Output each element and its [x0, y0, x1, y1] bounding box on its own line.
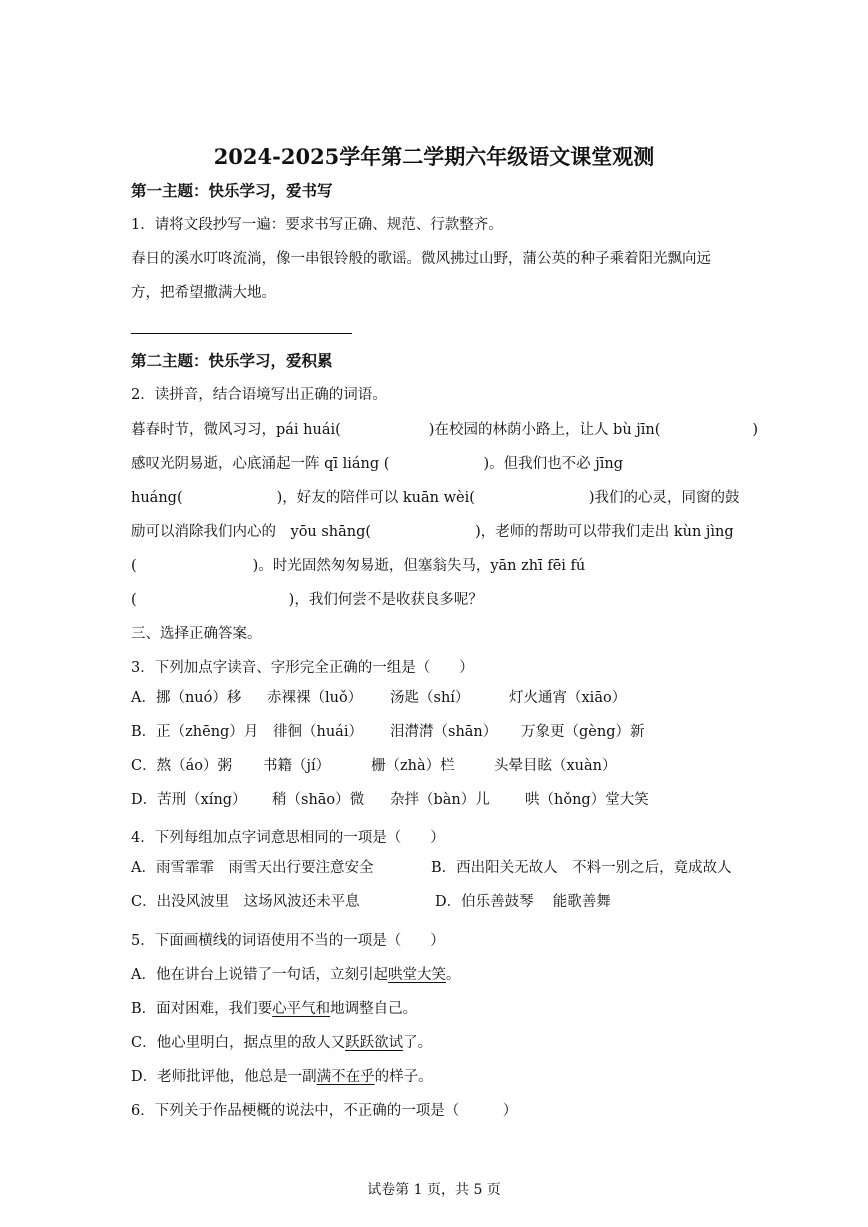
q2-text: ( — [131, 558, 137, 574]
q3-c-item: C．熬（áo）粥 — [131, 758, 232, 774]
section3-heading: 三、选择正确答案。 — [131, 626, 262, 642]
q3-option-a[interactable] — [131, 688, 741, 708]
q2-line-6 — [131, 590, 483, 610]
question-4-stem: 4．下列每组加点字词意思相同的一项是（ ） — [131, 830, 445, 846]
q3-b-item: 徘徊（huái） — [273, 724, 363, 740]
q4-option-b[interactable]: B．西出阳关无故人 不料一别之后，竟成故人 — [431, 860, 732, 876]
writing-line[interactable] — [131, 333, 352, 334]
q3-c-item: 书籍（jí） — [263, 758, 331, 774]
q4-option-a[interactable]: A．雨雪霏霏 雨雪天出行要注意安全 — [131, 860, 374, 876]
q4-option-d[interactable]: D．伯乐善鼓琴 能歌善舞 — [435, 894, 611, 910]
q3-option-b[interactable] — [131, 722, 741, 742]
question-2: 2．读拼音，结合语境写出正确的词语。 — [131, 387, 387, 403]
q3-a-item: 灯火通宵（xiāo） — [509, 690, 627, 706]
q3-d-item: 哄（hǒng）堂大笑 — [525, 792, 649, 808]
q2-text: 暮春时节，微风习习，pái huái( — [131, 422, 341, 438]
q4-option-c[interactable]: C．出没风波里 这场风波还未平息 — [131, 894, 360, 910]
question-3-stem: 3．下列加点字读音、字形完全正确的一组是（ ） — [131, 660, 474, 676]
question-1: 1．请将文段抄写一遍：要求书写正确、规范、行款整齐。 — [131, 217, 503, 233]
q5-text: 了。 — [403, 1035, 433, 1051]
q3-a-item: 汤匙（shí） — [390, 690, 470, 706]
q3-d-item: 稍（shāo）微 — [272, 792, 365, 808]
q3-c-item: 栅（zhà）栏 — [371, 758, 455, 774]
passage-line-2: 方，把希望撒满大地。 — [131, 285, 276, 301]
passage-line-1: 春日的溪水叮咚流淌，像一串银铃般的歌谣。微风拂过山野，蒲公英的种子乘着阳光飘向远 — [131, 251, 711, 267]
q2-text: 励可以消除我们内心的 yōu shāng( — [131, 524, 372, 540]
q2-line-5 — [131, 556, 585, 576]
q2-text: 感叹光阴易逝，心底涌起一阵 qī liáng ( — [131, 456, 390, 472]
question-5-stem: 5．下面画横线的词语使用不当的一项是（ ） — [131, 933, 445, 949]
q2-line-1 — [131, 420, 759, 440]
q3-option-c[interactable] — [131, 756, 741, 776]
q2-text: )，我们何尝不是收获良多呢？ — [288, 592, 483, 608]
q2-line-2 — [131, 454, 623, 474]
q2-text: )，好友的陪伴可以 kuān wèi( — [276, 490, 475, 506]
question-6-stem: 6．下列关于作品梗概的说法中，不正确的一项是（ ） — [131, 1103, 518, 1119]
q3-c-item: 头晕目眩（xuàn） — [494, 758, 617, 774]
q5-option-d[interactable] — [131, 1067, 433, 1087]
q5-underlined-word: 满不在乎 — [316, 1069, 375, 1085]
q5-text: 地调整自己。 — [330, 1001, 418, 1017]
q3-d-item: 杂拌（bàn）儿 — [390, 792, 490, 808]
q5-option-a[interactable] — [131, 965, 460, 985]
q3-b-item: B．正（zhēng）月 — [131, 724, 259, 740]
q2-text: )，老师的帮助可以带我们走出 kùn jìng — [475, 524, 734, 540]
q2-line-4 — [131, 522, 734, 542]
q5-option-b[interactable] — [131, 999, 417, 1019]
section2-heading: 第二主题：快乐学习，爱积累 — [131, 351, 333, 370]
q2-text: )在校园的林荫小路上，让人 bù jīn( — [428, 422, 661, 438]
q2-text: huáng( — [131, 490, 183, 506]
q5-underlined-word: 哄堂大笑 — [387, 967, 446, 983]
q3-b-item: 万象更（gèng）新 — [521, 724, 645, 740]
q5-text: B．面对困难，我们要 — [131, 1001, 273, 1017]
q5-text: 的样子。 — [374, 1069, 433, 1085]
q5-underlined-word: 跃跃欲试 — [345, 1035, 404, 1051]
q2-text: ) — [752, 422, 759, 438]
q3-a-item: A．挪（nuó）移 — [131, 690, 242, 706]
q3-option-d[interactable] — [131, 790, 741, 810]
q5-underlined-word: 心平气和 — [272, 1001, 331, 1017]
q2-text: )。但我们也不必 jīng — [483, 456, 623, 472]
section1-heading: 第一主题：快乐学习，爱书写 — [131, 181, 333, 200]
q2-text: ( — [131, 592, 137, 608]
q2-text: )。时光固然匆匆易逝，但塞翁失马，yān zhī fēi fú — [252, 558, 586, 574]
q5-text: A．他在讲台上说错了一句话，立刻引起 — [131, 967, 388, 983]
page-footer: 试卷第 1 页，共 5 页 — [367, 1182, 501, 1198]
q5-text: C．他心里明白，据点里的敌人又 — [131, 1035, 346, 1051]
page-title: 2024-2025学年第二学期六年级语文课堂观测 — [213, 144, 655, 169]
q5-option-c[interactable] — [131, 1033, 432, 1053]
q5-text: 。 — [445, 967, 461, 983]
q3-b-item: 泪潸潸（shān） — [390, 724, 498, 740]
q3-a-item: 赤裸裸（luǒ） — [267, 690, 363, 706]
q2-text: )我们的心灵，同窗的鼓 — [588, 490, 740, 506]
q2-line-3 — [131, 488, 740, 508]
q3-d-item: D．苦刑（xíng） — [131, 792, 247, 808]
q5-text: D．老师批评他，他总是一副 — [131, 1069, 317, 1085]
